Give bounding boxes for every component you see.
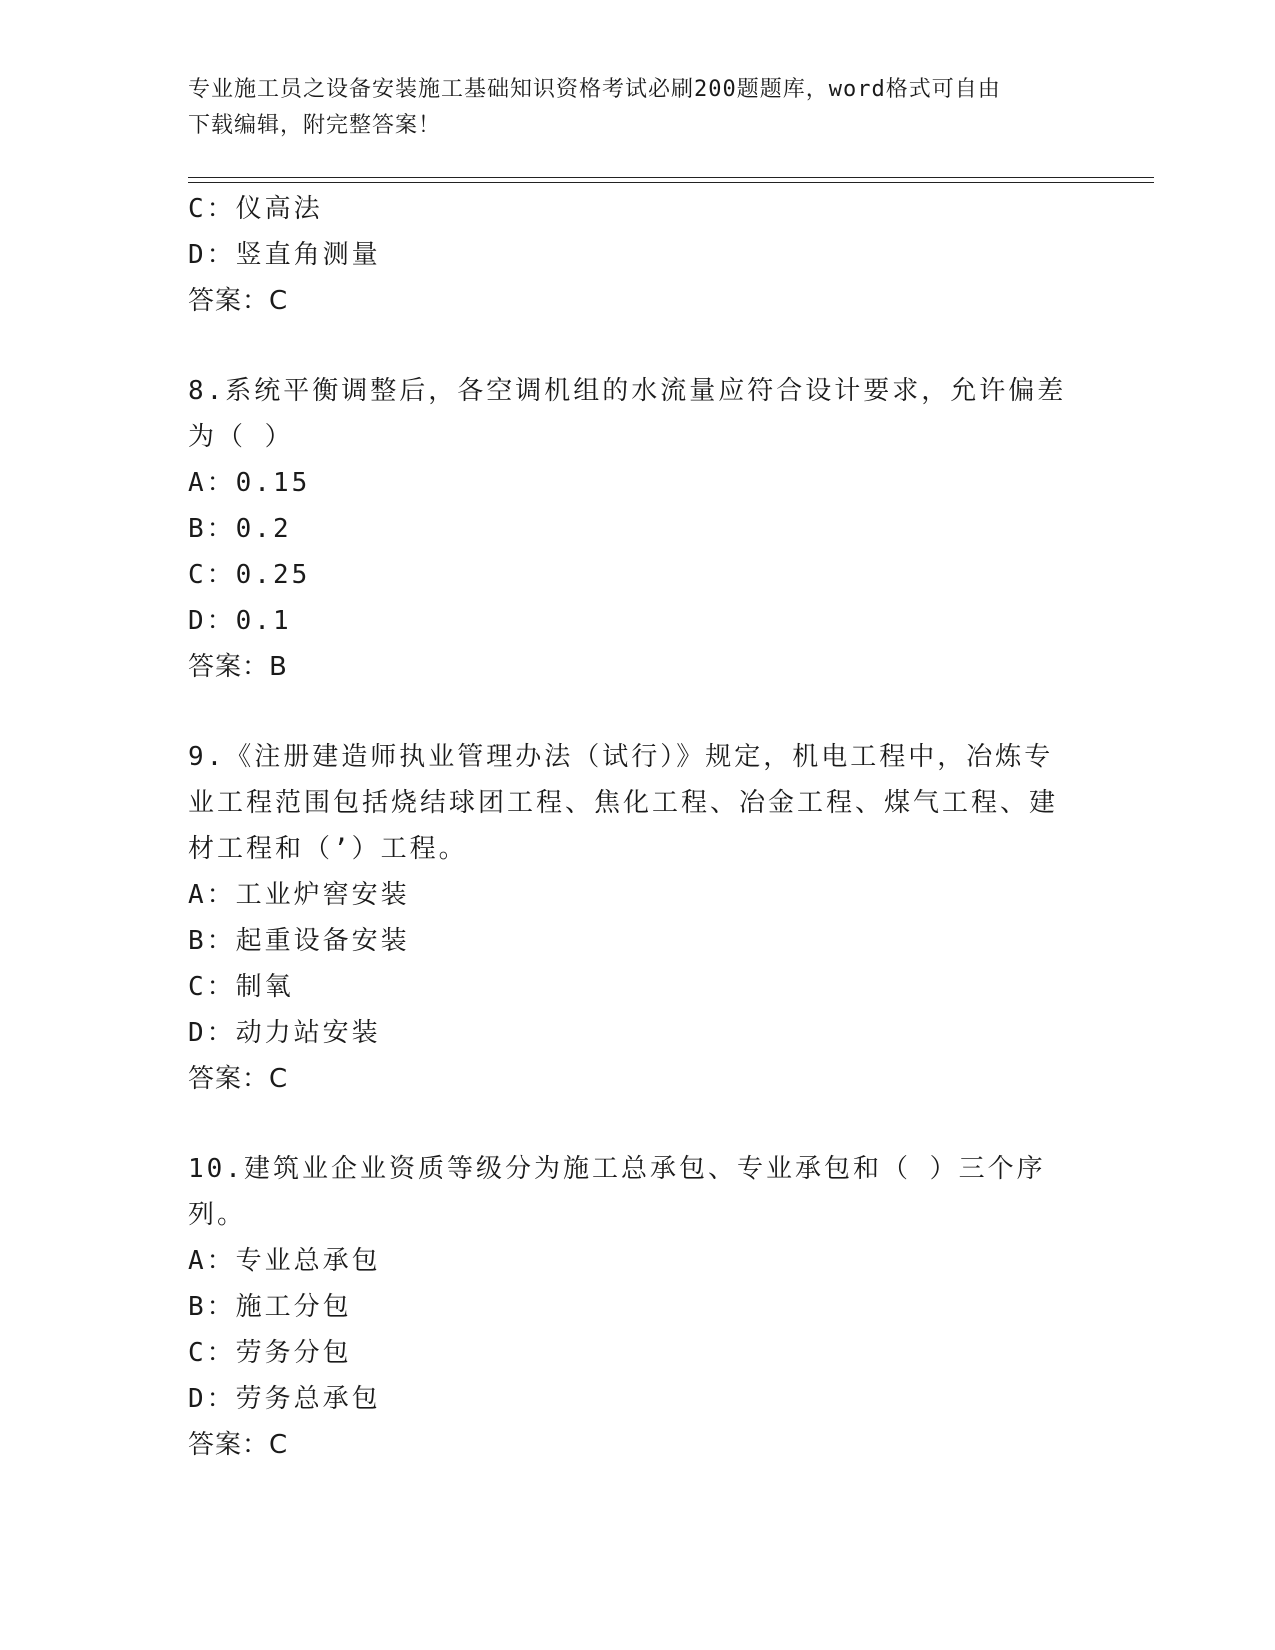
option-c: C：仪高法 bbox=[188, 194, 323, 224]
answer-line: 答案：C bbox=[188, 1064, 289, 1094]
option-c: C：0.25 bbox=[188, 560, 311, 590]
question-10 bbox=[188, 1146, 1068, 1468]
question-list bbox=[188, 186, 1068, 1468]
option-c: C：劳务分包 bbox=[188, 1338, 352, 1368]
partial-question bbox=[188, 186, 1068, 324]
option-d: D：动力站安装 bbox=[188, 1018, 381, 1048]
option-b: B：施工分包 bbox=[188, 1292, 352, 1322]
option-a: A：0.15 bbox=[188, 468, 311, 498]
option-a: A：工业炉窖安装 bbox=[188, 880, 410, 910]
option-b: B：0.2 bbox=[188, 514, 292, 544]
option-d: D：竖直角测量 bbox=[188, 240, 381, 270]
answer-line: 答案：C bbox=[188, 286, 289, 316]
question-stem: 10.建筑业企业资质等级分为施工总承包、专业承包和（ ）三个序列。 bbox=[188, 1154, 1046, 1230]
header-line-2: 下载编辑，附完整答案！ bbox=[188, 113, 442, 138]
question-8 bbox=[188, 368, 1068, 690]
option-d: D：劳务总承包 bbox=[188, 1384, 381, 1414]
header-divider-top bbox=[188, 177, 1154, 178]
question-9 bbox=[188, 734, 1068, 1102]
option-a: A：专业总承包 bbox=[188, 1246, 381, 1276]
option-c: C：制氧 bbox=[188, 972, 294, 1002]
option-b: B：起重设备安装 bbox=[188, 926, 410, 956]
document-header bbox=[188, 72, 1088, 144]
option-d: D：0.1 bbox=[188, 606, 292, 636]
header-divider-bottom bbox=[188, 182, 1154, 183]
answer-line: 答案：B bbox=[188, 652, 288, 682]
question-stem: 9.《注册建造师执业管理办法（试行）》规定，机电工程中，冶炼专业工程范围包括烧结球团工程、焦化工程、冶金工程、煤气工程、建材工程和（’）工程。 bbox=[188, 742, 1059, 864]
answer-line: 答案：C bbox=[188, 1430, 289, 1460]
question-stem: 8.系统平衡调整后，各空调机组的水流量应符合设计要求，允许偏差为（ ） bbox=[188, 376, 1067, 452]
header-line-1: 专业施工员之设备安装施工基础知识资格考试必刷200题题库，word格式可自由 bbox=[188, 77, 1001, 102]
